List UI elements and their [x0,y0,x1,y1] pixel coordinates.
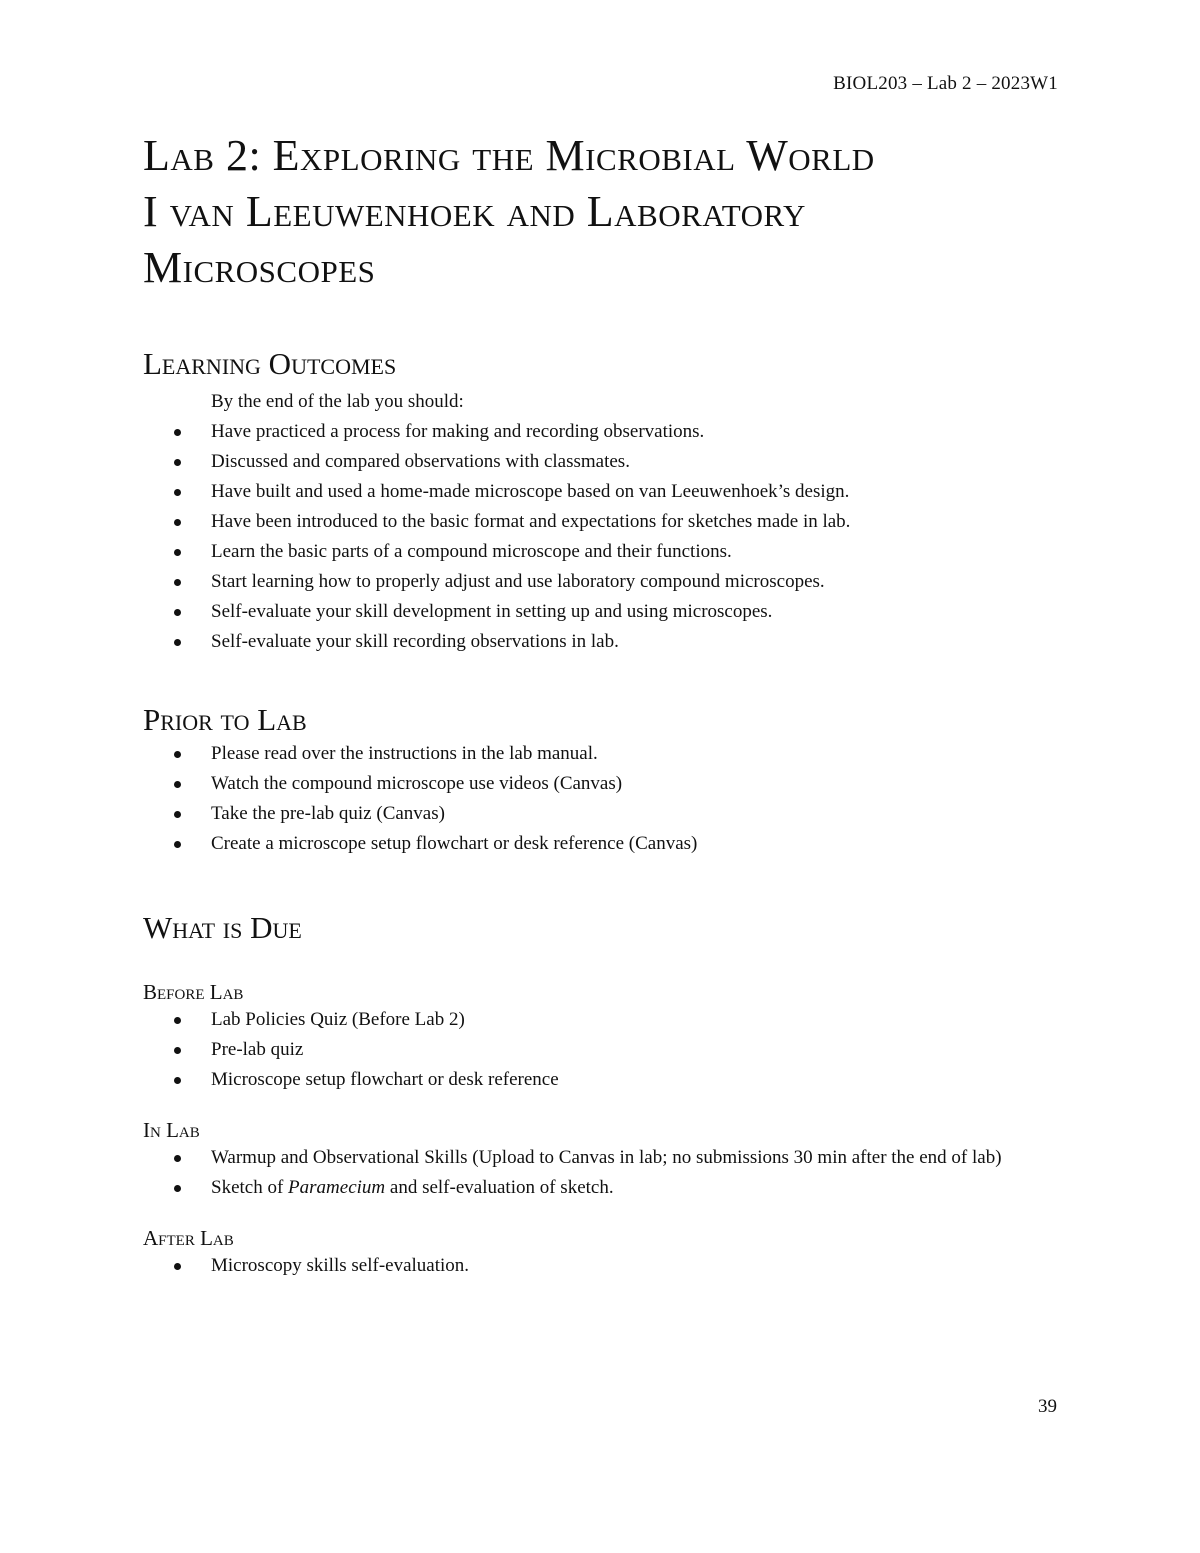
bullet-icon [174,1155,181,1162]
list-item: Have practiced a process for making and recording observations. [143,418,1058,446]
list-item: Create a microscope setup flowchart or desk reference (Canvas) [143,830,1058,858]
before-lab-list [143,1006,1058,1094]
list-item: Lab Policies Quiz (Before Lab 2) [143,1006,1058,1034]
after-lab-list [143,1252,1058,1280]
list-item: Warmup and Observational Skills (Upload to Canvas in lab; no submissions 30 min after the end of lab) [143,1144,1058,1172]
after-lab-heading: After Lab [143,1226,234,1250]
in-lab-list [143,1144,1058,1202]
list-item: Have built and used a home-made microscope based on van Leeuwenhoek’s design. [143,478,1058,506]
list-item: Take the pre-lab quiz (Canvas) [143,800,1058,828]
bullet-icon [174,1185,181,1192]
list-item: Pre-lab quiz [143,1036,1058,1064]
bullet-icon [174,1047,181,1054]
bullet-icon [174,609,181,616]
prior-to-lab-heading: Prior to Lab [143,702,307,737]
bullet-icon [174,579,181,586]
bullet-icon [174,489,181,496]
in-lab-heading: In Lab [143,1118,200,1142]
list-item: Please read over the instructions in the lab manual. [143,740,1058,768]
title-line-2: I van Leeuwenhoek and Laboratory [143,187,806,236]
list-item: Have been introduced to the basic format and expectations for sketches made in lab. [143,508,1058,536]
bullet-icon [174,751,181,758]
title-line-1: Lab 2: Exploring the Microbial World [143,131,875,180]
what-is-due-heading: What is Due [143,910,302,945]
list-item: Start learning how to properly adjust and use laboratory compound microscopes. [143,568,1058,596]
document-page [143,128,1058,1282]
learning-outcomes-heading: Learning Outcomes [143,346,397,381]
bullet-icon [174,1077,181,1084]
learning-outcomes-list [143,418,1058,656]
organism-name: Paramecium [288,1177,386,1198]
before-lab-heading: Before Lab [143,980,244,1004]
bullet-icon [174,639,181,646]
list-item: Microscope setup flowchart or desk reference [143,1066,1058,1094]
bullet-icon [174,811,181,818]
list-item: Learn the basic parts of a compound microscope and their functions. [143,538,1058,566]
running-header: BIOL203 – Lab 2 – 2023W1 [833,73,1058,94]
list-item: Sketch of Paramecium and self-evaluation of sketch. [143,1174,1058,1202]
bullet-icon [174,841,181,848]
bullet-icon [174,459,181,466]
page-title [143,128,1058,296]
page-number: 39 [1038,1396,1057,1417]
list-item: Watch the compound microscope use videos (Canvas) [143,770,1058,798]
bullet-icon [174,1263,181,1270]
learning-outcomes-intro: By the end of the lab you should: [211,391,464,412]
bullet-icon [174,549,181,556]
list-item: Discussed and compared observations with classmates. [143,448,1058,476]
bullet-icon [174,781,181,788]
bullet-icon [174,1017,181,1024]
bullet-icon [174,429,181,436]
list-item: Self-evaluate your skill development in setting up and using microscopes. [143,598,1058,626]
list-item: Microscopy skills self-evaluation. [143,1252,1058,1280]
prior-to-lab-list [143,740,1058,858]
bullet-icon [174,519,181,526]
title-line-3: Microscopes [143,243,376,292]
list-item: Self-evaluate your skill recording observations in lab. [143,628,1058,656]
